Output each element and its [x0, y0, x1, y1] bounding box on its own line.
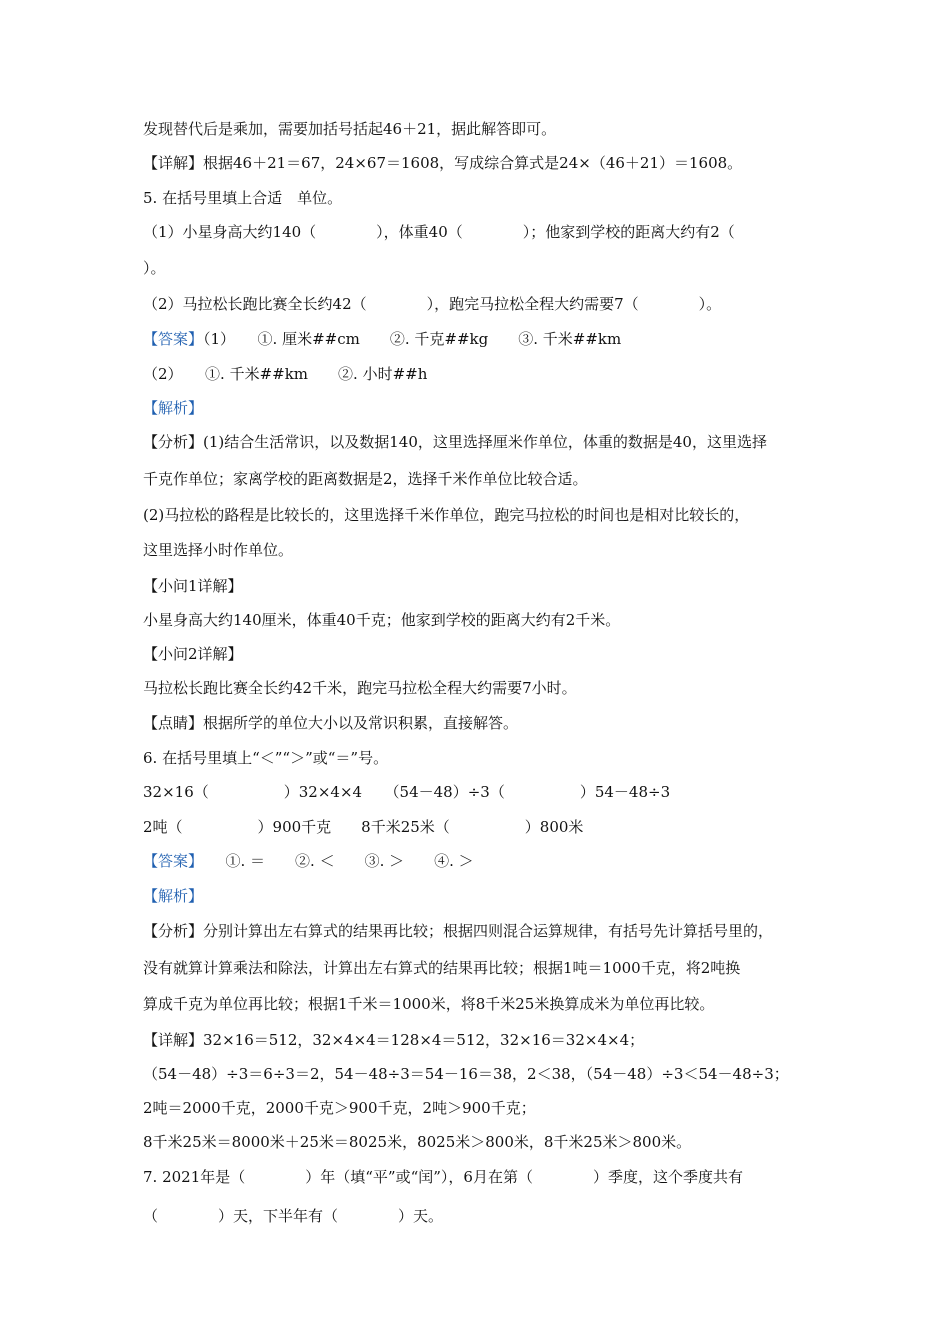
answer-line-2: （2） ①. 千米##km ②. 小时##h — [143, 365, 428, 383]
text-line: 没有就算计算乘法和除法，计算出左右算式的结果再比较；根据1吨＝1000千克，将2吨换 — [143, 959, 741, 977]
question-6-row-1: 32×16（ ）32×4×4 （54－48）÷3（ ）54－48÷3 — [143, 783, 671, 801]
text-line: 【详解】根据46＋21＝67，24×67＝1608，写成综合算式是24×（46＋21）＝1608。 — [143, 154, 743, 172]
analysis-tag: 【解析】 — [143, 887, 204, 905]
text-line: （54－48）÷3＝6÷3＝2，54－48÷3＝54－16＝38，2＜38，（54－48）÷3＜54－48÷3； — [143, 1065, 789, 1083]
text-line: 8千米25米＝8000米＋25米＝8025米，8025米＞800米，8千米25米＞800米。 — [143, 1133, 692, 1151]
text-line: 【详解】32×16＝512，32×4×4＝128×4＝512，32×16＝32×4×4； — [143, 1031, 645, 1049]
question-6-title: 6. 在括号里填上“＜”“＞”或“＝”号。 — [143, 749, 389, 767]
question-5-part-1: （1）小星身高大约140（ ），体重40（ ）；他家到学校的距离大约有2（ — [143, 223, 735, 241]
text-line: 发现替代后是乘加，需要加括号括起46＋21，据此解答即可。 — [143, 120, 557, 138]
text-line: 【分析】分别计算出左右算式的结果再比较；根据四则混合运算规律，有括号先计算括号里的， — [143, 922, 774, 940]
answer-text: （1） ①. 厘米##cm ②. 千克##kg ③. 千米##km — [203, 330, 622, 348]
question-5-part-2: （2）马拉松长跑比赛全长约42（ ），跑完马拉松全程大约需要7（ ）。 — [143, 295, 722, 313]
answer-tag: 【答案】 — [143, 852, 196, 870]
answer-text: ①. ＝ ②. ＜ ③. ＞ ④. ＞ — [195, 852, 474, 870]
text-line: 这里选择小时作单位。 — [143, 541, 294, 559]
text-line: 算成千克为单位再比较；根据1千米＝1000米，将8千米25米换算成米为单位再比较。 — [143, 995, 715, 1013]
text-line: 2吨＝2000千克，2000千克＞900千克，2吨＞900千克； — [143, 1099, 536, 1117]
text-line: 马拉松长跑比赛全长约42千米，跑完马拉松全程大约需要7小时。 — [143, 679, 577, 697]
question-7-title: 7. 2021年是（ ）年（填“平”或“闰”），6月在第（ ）季度，这个季度共有 — [143, 1168, 743, 1186]
answer-line — [143, 329, 621, 349]
text-line: 【点睛】根据所学的单位大小以及常识积累，直接解答。 — [143, 714, 519, 732]
text-line: 千克作单位；家离学校的距离数据是2，选择千米作单位比较合适。 — [143, 470, 588, 488]
question-7-cont: （ ）天，下半年有（ ）天。 — [143, 1207, 444, 1225]
text-line: 小星身高大约140厘米，体重40千克；他家到学校的距离大约有2千米。 — [143, 611, 621, 629]
answer-line — [143, 851, 474, 871]
text-line: 【分析】(1)结合生活常识，以及数据140，这里选择厘米作单位，体重的数据是40，这里选择 — [143, 433, 767, 451]
question-5-title: 5. 在括号里填上合适 单位。 — [143, 189, 343, 207]
question-5-part-1-cont: ）。 — [143, 259, 166, 277]
analysis-tag: 【解析】 — [143, 399, 204, 417]
subquestion-heading: 【小问1详解】 — [143, 577, 243, 595]
question-6-row-2: 2吨（ ）900千克 8千米25米（ ）800米 — [143, 818, 584, 836]
text-line: (2)马拉松的路程是比较长的，这里选择千米作单位，跑完马拉松的时间也是相对比较长的， — [143, 506, 750, 524]
subquestion-heading: 【小问2详解】 — [143, 645, 243, 663]
answer-tag: 【答案】 — [143, 330, 204, 348]
